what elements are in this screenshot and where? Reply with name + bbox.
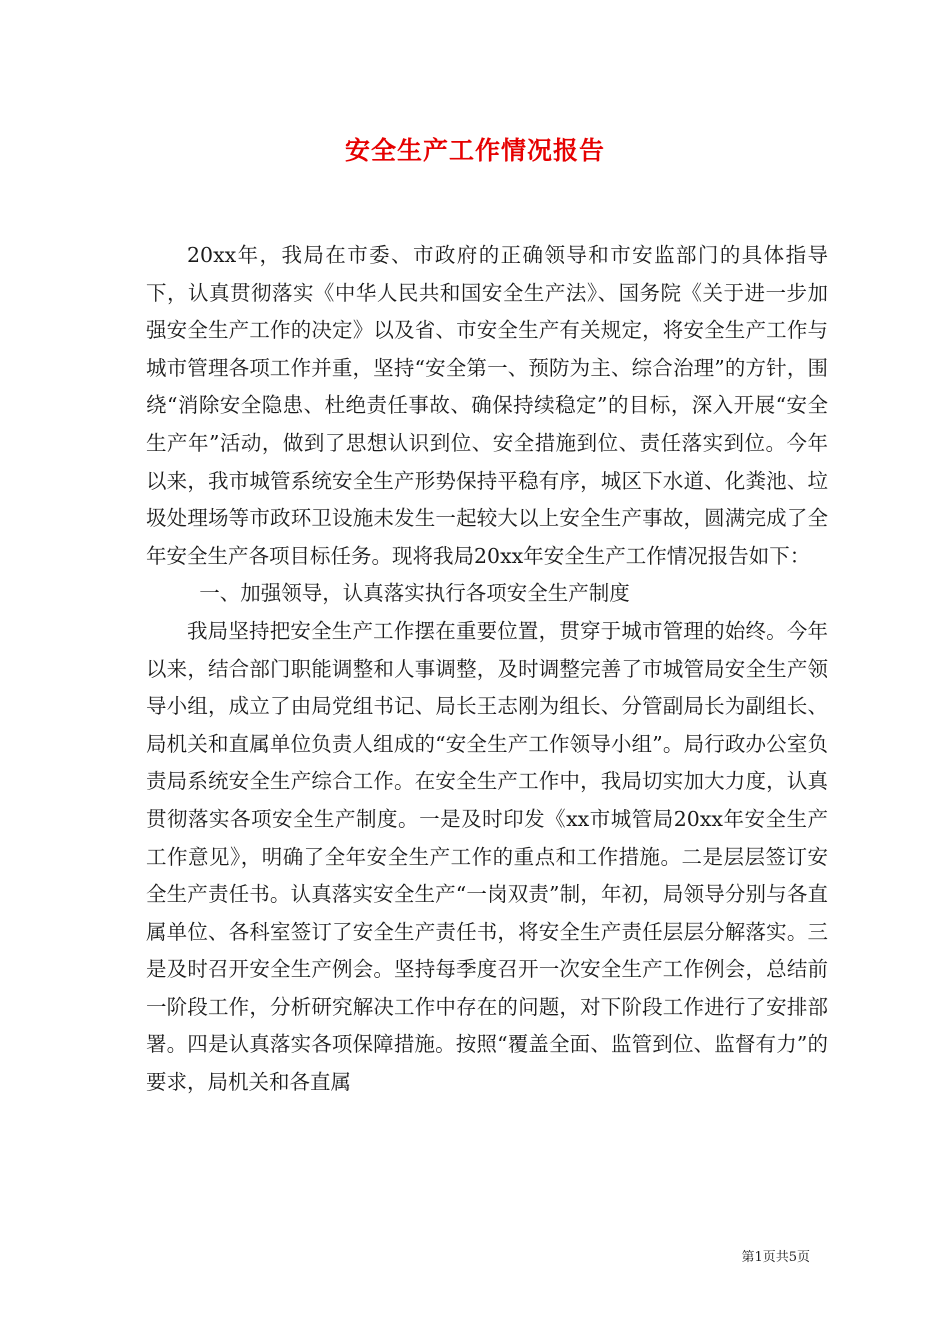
document-title: 安全生产工作情况报告 [344, 136, 605, 165]
section-paragraph: 我局坚持把安全生产工作摆在重要位置，贯穿于城市管理的始终。今年以来，结合部门职能调整和人事调整，及时调整完善了市城管局安全生产领导小组，成立了由局党组书记、局长王志刚为组长、分管副局长为副组长、局机关和直属单位负责人组成的“安全生产工作领导小组”。局行政办公室负责局系统安全生产综合工作。在安全生产工作中，我局切实加大力度，认真贯彻落实各项安全生产制度。一是及时印发《xx市城管局20xx年安全生产工作意见》，明确了全年安全生产工作的重点和工作措施。二是层层签订安全生产责任书。认真落实安全生产“一岗双责”制，年初，局领导分别与各直属单位、各科室签订了安全生产责任书，将安全生产责任层层分解落实。三是及时召开安全生产例会。坚持每季度召开一次安全生产工作例会，总结前一阶段工作，分析研究解决工作中存在的问题，对下阶段工作进行了安排部署。四是认真落实各项保障措施。按照“覆盖全面、监管到位、监督有力”的要求，局机关和各直属 [146, 618, 828, 1095]
intro-paragraph: 20xx年，我局在市委、市政府的正确领导和市安监部门的具体指导下，认真贯彻落实《中华人民共和国安全生产法》、国务院《关于进一步加强安全生产工作的决定》以及省、市安全生产有关规定，将安全生产工作与城市管理各项工作并重，坚持“安全第一、预防为主、综合治理”的方针，围绕“消除安全隐患、杜绝责任事故、确保持续稳定”的目标，深入开展“安全生产年”活动，做到了思想认识到位、安全措施到位、责任落实到位。今年以来，我市城管系统安全生产形势保持平稳有序，城区下水道、化粪池、垃圾处理场等市政环卫设施未发生一起较大以上安全生产事故，圆满完成了全年安全生产各项目标任务。现将我局20xx年安全生产工作情况报告如下： [146, 243, 828, 568]
section-heading: 一、加强领导，认真落实执行各项安全生产制度 [199, 581, 630, 606]
page-number: 第1页共5页 [741, 1250, 810, 1265]
document-body [146, 237, 828, 1102]
